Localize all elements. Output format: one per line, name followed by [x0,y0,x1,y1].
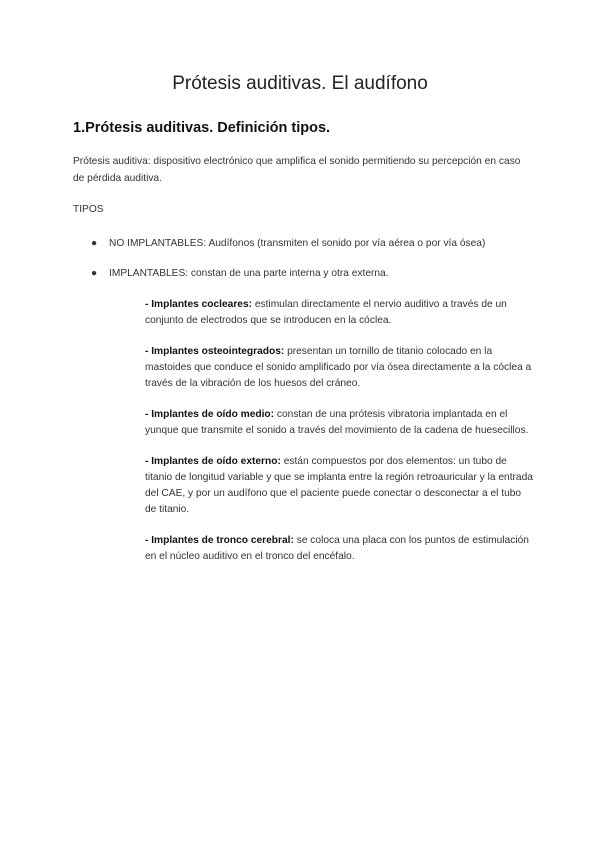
implant-item-oido-medio [145,407,533,439]
page-title: Prótesis auditivas. El audífono [172,73,428,94]
bullet-text: IMPLANTABLES: constan de una parte interna y otra externa. [109,268,389,279]
implant-name: - Implantes osteointegrados: [145,346,285,357]
definition-paragraph: Prótesis auditiva: dispositivo electrónico que amplifica el sonido permitiendo su percepción en caso de pérdida auditiva. [73,156,521,184]
bullet-dot-icon: ● [91,268,98,279]
tipos-label: TIPOS [73,204,104,215]
section-heading: 1.Prótesis auditivas. Definición tipos. [73,120,331,136]
implant-list [145,297,533,580]
implant-name: - Implantes de tronco cerebral: [145,535,294,546]
bullet-dot-icon: ● [91,238,98,249]
implant-description: se coloca una placa con los puntos de estimulación en el núcleo auditivo en el tronco del encéfalo. [145,535,529,562]
implant-name: - Implantes cocleares: [145,299,253,310]
implant-item-tronco-cerebral [145,533,533,565]
bullet-item-no-implantables [91,235,485,252]
implant-item-oido-externo [145,454,533,518]
implant-name: - Implantes de oído externo: [145,456,281,467]
implant-description: presentan un tornillo de titanio colocado en la mastoides que conduce el sonido amplificado por vía ósea directamente a la cóclea a través de la vibración de los huesos del cráneo. [145,346,532,389]
implant-item-cocleares [145,297,533,329]
implant-name: - Implantes de oído medio: [145,409,275,420]
implant-description: constan de una prótesis vibratoria implantada en el yunque que transmite el sonido a través del movimiento de la cadena de huesecillos. [145,409,529,436]
bullet-text: NO IMPLANTABLES: Audífonos (transmiten el sonido por vía aérea o por vía ósea) [109,238,486,249]
bullet-item-implantables [91,265,389,282]
implant-item-osteointegrados [145,344,533,392]
implant-description: estimulan directamente el nervio auditivo a través de un conjunto de electrodos que se introducen en la cóclea. [145,299,507,326]
implant-description: están compuestos por dos elementos: un tubo de titanio de longitud variable y que se implanta entre la región retroauricular y la entrada del CAE, y por un audífono que el paciente puede conectar o desconectar a el tubo de titanio. [145,456,533,515]
